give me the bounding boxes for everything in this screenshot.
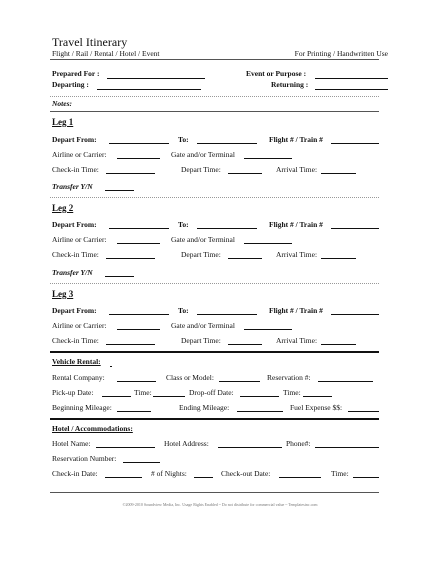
hotel-title: Hotel / Accommodations: [52,424,133,433]
leg-1-arrival-field[interactable] [321,173,356,174]
gate-label: Gate and/or Terminal [171,235,235,244]
hotel-time-label: Time: [331,469,349,478]
page-title: Travel Itinerary [52,35,128,49]
hotel-name-label: Hotel Name: [52,439,91,448]
pickup-time-field[interactable] [153,396,185,397]
class-model-field[interactable] [219,381,260,382]
depart-from-label: Depart From: [52,306,97,315]
hotel-address-label: Hotel Address: [164,439,209,448]
leg-1-airline-field[interactable] [117,158,160,159]
depart-time-label: Depart Time: [181,336,221,345]
beginning-mileage-label: Beginning Mileage: [52,403,112,412]
copyright-footer: ©2009-2010 Soundview Media, Inc. Usage Rights Enabled ~ Do not distribute for commercial value ~ Templatesinc.com [122,502,318,507]
hotel-section-rule [50,418,379,420]
leg-3-title: Leg 3 [52,289,74,299]
airline-label: Airline or Carrier: [52,150,107,159]
hotel-checkin-field[interactable] [105,477,142,478]
leg-2-depart-from-field[interactable] [109,228,169,229]
depart-from-label: Depart From: [52,135,97,144]
fuel-expense-label: Fuel Expense $$: [290,403,343,412]
hotel-checkout-field[interactable] [279,477,321,478]
vehicle-reservation-field[interactable] [318,381,373,382]
to-label: To: [178,135,189,144]
dropoff-date-label: Drop-off Date: [189,388,234,397]
rental-company-field[interactable] [117,381,156,382]
dropoff-date-field[interactable] [240,396,279,397]
ending-mileage-label: Ending Mileage: [179,403,230,412]
leg-1-title: Leg 1 [52,117,74,127]
returning-label: Returning : [271,80,309,89]
usage-note: For Printing / Handwritten Use [294,49,388,58]
to-label: To: [178,220,189,229]
departing-field[interactable] [97,89,201,90]
leg-3-airline-field[interactable] [117,329,160,330]
airline-label: Airline or Carrier: [52,235,107,244]
hotel-reservation-label: Reservation Number: [52,454,117,463]
leg-3-to-field[interactable] [197,314,257,315]
beginning-mileage-field[interactable] [117,411,151,412]
leg-2-gate-field[interactable] [244,243,292,244]
flight-train-label: Flight # / Train # [269,135,323,144]
notes-rule [50,111,379,112]
leg-3-checkin-field[interactable] [106,344,155,345]
leg-2-arrival-field[interactable] [321,258,356,259]
class-model-label: Class or Model: [166,373,214,382]
leg-2-airline-field[interactable] [117,243,160,244]
flight-train-label: Flight # / Train # [269,306,323,315]
hotel-checkin-label: Check-in Date: [52,469,98,478]
arrival-time-label: Arrival Time: [276,336,318,345]
airline-label: Airline or Carrier: [52,321,107,330]
pickup-time-label: Time: [134,388,152,397]
ending-mileage-field[interactable] [237,411,283,412]
leg-2-divider [50,283,379,284]
hotel-reservation-field[interactable] [123,462,160,463]
checkin-time-label: Check-in Time: [52,250,99,259]
dropoff-time-label: Time: [283,388,301,397]
page-subtitle: Flight / Rail / Rental / Hotel / Event [52,49,160,58]
event-purpose-field[interactable] [315,78,388,79]
hotel-name-field[interactable] [96,447,155,448]
hotel-checkout-label: Check-out Date: [221,469,271,478]
leg-1-transfer-field[interactable] [105,190,134,191]
reservation-label: Reservation #: [267,373,311,382]
leg-1-depart-time-field[interactable] [228,173,262,174]
header-rule [50,59,379,60]
pickup-date-field[interactable] [102,396,131,397]
vehicle-section-rule [50,351,379,353]
footer-rule [50,492,379,493]
to-label: To: [178,306,189,315]
fuel-expense-field[interactable] [348,411,379,412]
leg-2-to-field[interactable] [197,228,257,229]
checkin-time-label: Check-in Time: [52,165,99,174]
depart-from-label: Depart From: [52,220,97,229]
leg-1-to-field[interactable] [197,143,257,144]
leg-3-gate-field[interactable] [244,329,292,330]
prepared-for-label: Prepared For : [52,69,100,78]
depart-time-label: Depart Time: [181,165,221,174]
info-divider [50,96,379,97]
nights-field[interactable] [194,477,213,478]
flight-train-label: Flight # / Train # [269,220,323,229]
returning-field[interactable] [315,89,388,90]
event-purpose-label: Event or Purpose : [246,69,307,78]
transfer-label: Transfer Y/N [52,268,93,277]
pickup-date-label: Pick-up Date: [52,388,94,397]
leg-1-checkin-field[interactable] [106,173,155,174]
phone-field[interactable] [315,447,379,448]
hotel-address-field[interactable] [218,447,282,448]
leg-1-depart-from-field[interactable] [109,143,169,144]
leg-2-title: Leg 2 [52,203,74,213]
dropoff-time-field[interactable] [303,396,332,397]
phone-label: Phone#: [286,439,311,448]
transfer-label: Transfer Y/N [52,182,93,191]
leg-1-gate-field[interactable] [244,158,292,159]
notes-label: Notes: [52,99,72,108]
leg-2-flight-field[interactable] [331,228,379,229]
leg-3-flight-field[interactable] [331,314,379,315]
depart-time-label: Depart Time: [181,250,221,259]
arrival-time-label: Arrival Time: [276,165,318,174]
leg-1-flight-field[interactable] [331,143,379,144]
arrival-time-label: Arrival Time: [276,250,318,259]
rental-company-label: Rental Company: [52,373,105,382]
vehicle-rental-title: Vehicle Rental: [52,357,101,366]
departing-label: Departing : [52,80,89,89]
leg-2-checkin-field[interactable] [106,258,155,259]
vehicle-title-tail [110,366,112,367]
checkin-time-label: Check-in Time: [52,336,99,345]
gate-label: Gate and/or Terminal [171,150,235,159]
gate-label: Gate and/or Terminal [171,321,235,330]
leg-3-depart-time-field[interactable] [228,344,262,345]
leg-2-depart-time-field[interactable] [228,258,262,259]
leg-2-transfer-field[interactable] [105,276,134,277]
hotel-time-field[interactable] [353,477,379,478]
leg-1-divider [50,197,379,198]
nights-label: # of Nights: [151,469,187,478]
leg-3-depart-from-field[interactable] [109,314,169,315]
prepared-for-field[interactable] [107,78,205,79]
leg-3-arrival-field[interactable] [321,344,356,345]
